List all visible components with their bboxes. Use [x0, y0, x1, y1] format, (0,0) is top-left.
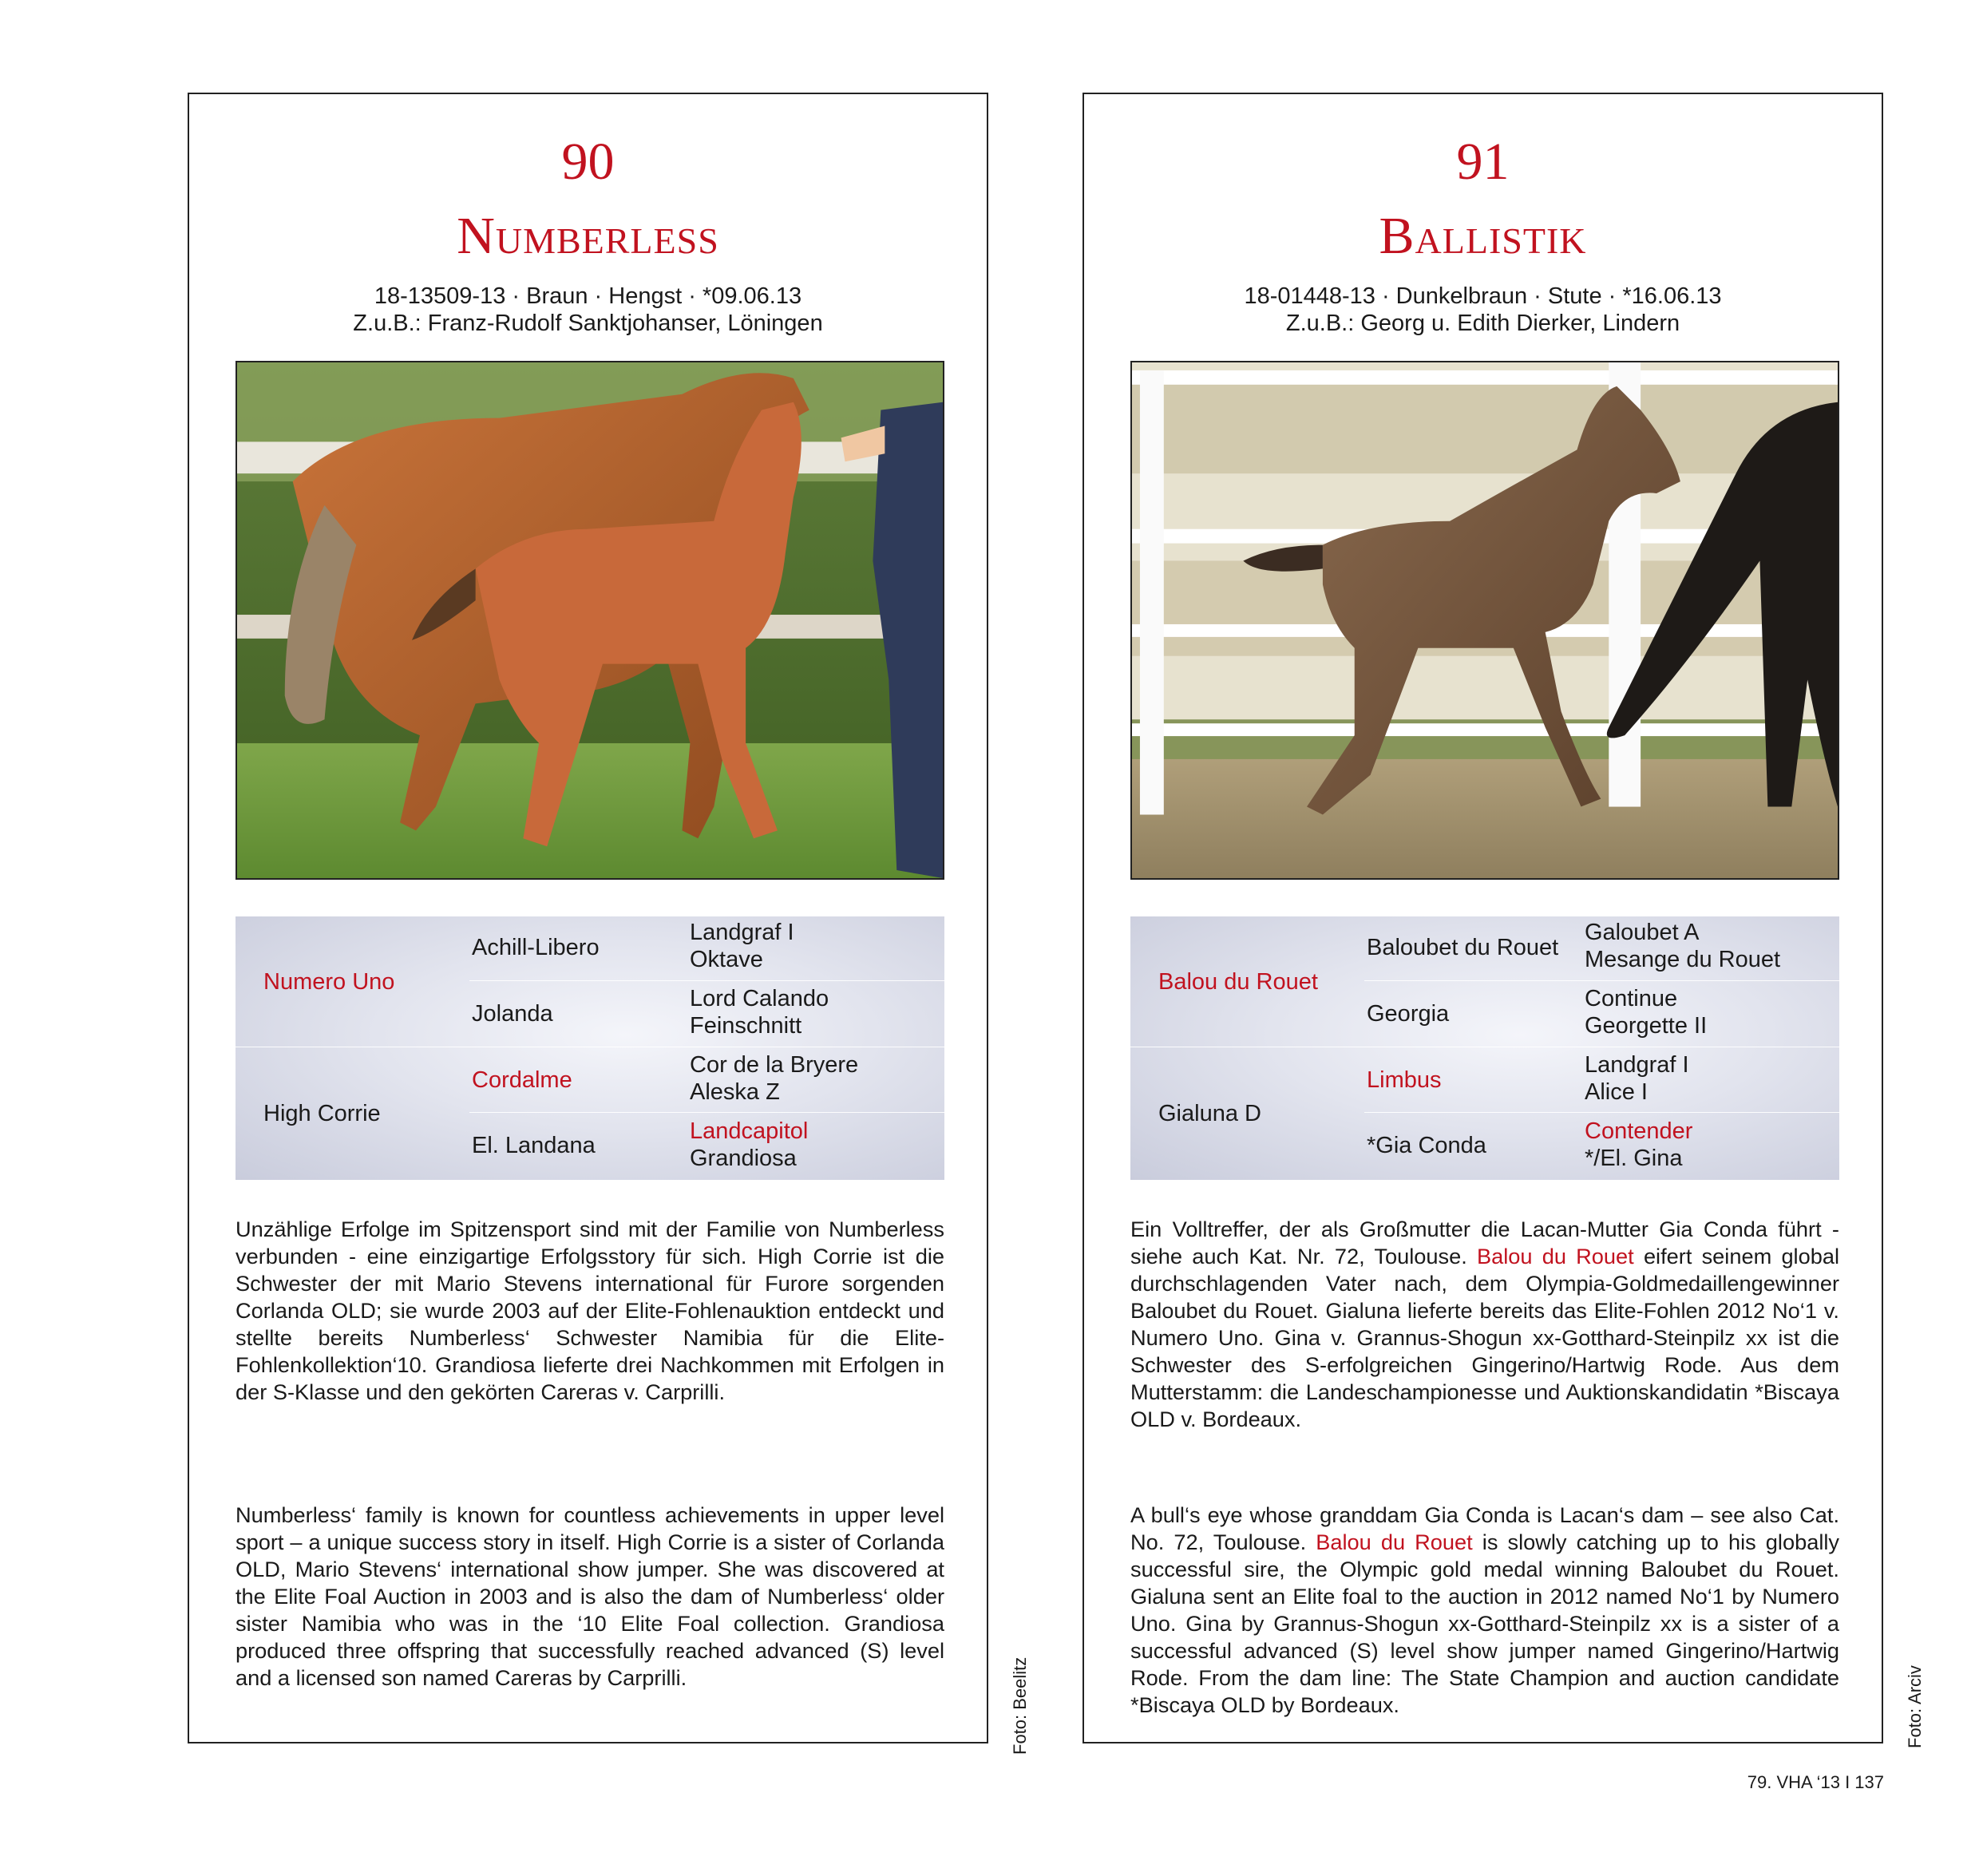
- pedigree-gen3: Continue: [1585, 986, 1678, 1011]
- highlight-name: Balou du Rouet: [1316, 1530, 1473, 1554]
- pedigree-gen3: Feinschnitt: [690, 1013, 802, 1039]
- divider: [469, 1112, 944, 1113]
- text-segment: is slowly catching up to his globally successful sire, the Olympic gold medal winning Baloubet du Rouet. Gialuna sent an Elite foal to the auction in 2012 named No‘1 by Numero Uno. Gina by Grannus-Shogun xx-Gotthard-Steinpilz xx is a sister of a successful advanced (S) level show jumper named Gingerino/Hartwig Rode. From the dam line: The State Champion and auction candidate *Biscaya OLD by Bordeaux.: [1130, 1530, 1839, 1717]
- pedigree-gen3: Alice I: [1585, 1079, 1648, 1105]
- pedigree-dam-dam: *Gia Conda: [1367, 1133, 1486, 1158]
- pedigree-dam-sire: Cordalme: [472, 1067, 572, 1093]
- page-footer: 79. VHA ‘13 I 137: [1747, 1772, 1884, 1792]
- description-german: [1130, 1216, 1839, 1433]
- pedigree-dam-dam: El. Landana: [472, 1133, 596, 1158]
- pedigree-dam-sire: Limbus: [1367, 1067, 1442, 1093]
- pedigree-gen3: Contender: [1585, 1118, 1693, 1144]
- pedigree-dam: High Corrie: [263, 1101, 381, 1126]
- pedigree-gen3: Cor de la Bryere: [690, 1052, 859, 1078]
- description-english: Numberless‘ family is known for countless achievements in upper level sport – a unique success story in itself. High Corrie is a sister of Corlanda OLD, Mario Stevens‘ international show jumper. She was discovered at the Elite Foal Auction in 2003 and is also the dam of Numberless‘ older sister Namibia who was in the ‘10 Elite Foal collection. Grandiosa produced three offspring that successfully reached advanced (S) level and a licensed son named Careras by Carprilli.: [236, 1502, 944, 1690]
- breeder-line: Z.u.B.: Franz-Rudolf Sanktjohanser, Löningen: [353, 311, 823, 336]
- pedigree-dam: Gialuna D: [1158, 1101, 1261, 1126]
- photo-credit: Foto: Beelitz: [1010, 1656, 1030, 1755]
- photo-credit: Foto: Arciv: [1905, 1665, 1925, 1748]
- breeder-line: Z.u.B.: Georg u. Edith Dierker, Lindern: [1285, 311, 1680, 336]
- text-segment: Ein Volltreffer, der als Großmutter die Lacan-Mutter Gia Conda führt - siehe auch Kat. Nr. 72, Toulouse.: [1130, 1217, 1839, 1268]
- pedigree-sire-dam: Georgia: [1367, 1001, 1450, 1027]
- pedigree-sire: Numero Uno: [263, 969, 395, 995]
- mare-and-foal-photo: [237, 362, 943, 878]
- pedigree-gen3: Georgette II: [1585, 1013, 1708, 1039]
- catalog-number: 90: [561, 133, 615, 191]
- pedigree-gen3: Aleska Z: [690, 1079, 780, 1105]
- catalog-card-91: [1083, 93, 1883, 1743]
- divider: [1364, 980, 1839, 981]
- description-german: Unzählige Erfolge im Spitzensport sind mit der Familie von Numberless verbunden - eine einzigartige Erfolgsstory für sich. High Corrie ist die Schwester der mit Mario Stevens international für Furore sorgenden Corlanda OLD; sie wurde 2003 auf der Elite-Fohlenauktion entdeckt und stellte bereits Numberless‘ Schwester Namibia für die Elite-Fohlenkollektion‘10. Grandiosa lieferte drei Nachkommen mit Erfolgen in der S-Klasse und den gekörten Careras v. Carprilli.: [236, 1217, 944, 1404]
- horse-details: 18-13509-13 · Braun · Hengst · *09.06.13: [374, 283, 802, 309]
- pedigree-gen3: Landcapitol: [690, 1118, 809, 1144]
- horse-photo: [236, 361, 944, 880]
- pedigree-gen3: Landgraf I: [690, 920, 794, 945]
- horse-details: 18-01448-13 · Dunkelbraun · Stute · *16.06.13: [1244, 283, 1722, 309]
- pedigree-gen3: Mesange du Rouet: [1585, 947, 1781, 972]
- pedigree-table: [236, 916, 944, 1180]
- horse-photo: [1130, 361, 1839, 880]
- pedigree-sire: Balou du Rouet: [1158, 969, 1318, 995]
- pedigree-sire-sire: Achill-Libero: [472, 935, 600, 960]
- horse-name: Ballistik: [1379, 207, 1587, 265]
- pedigree-gen3: */El. Gina: [1585, 1146, 1683, 1171]
- horse-name: Numberless: [457, 207, 719, 265]
- pedigree-sire-sire: Baloubet du Rouet: [1367, 935, 1559, 960]
- pedigree-table: [1130, 916, 1839, 1180]
- pedigree-gen3: Oktave: [690, 947, 763, 972]
- catalog-card-90: [188, 93, 988, 1743]
- pedigree-gen3: Landgraf I: [1585, 1052, 1689, 1078]
- divider: [1364, 1112, 1839, 1113]
- description-english: [1130, 1502, 1839, 1719]
- pedigree-gen3: Galoubet A: [1585, 920, 1700, 945]
- text-segment: eifert seinem global durchschlagenden Vater nach, dem Olympia-Goldmedaillengewinner Baloubet du Rouet. Gialuna lieferte bereits das Elite-Fohlen 2012 No‘1 v. Numero Uno. Gina v. Grannus-Shogun xx-Gotthard-Steinpilz xx ist die Schwester des S-erfolgreichen Gingerino/Hartwig Rode. Aus dem Mutterstamm: die Landeschampionesse und Auktionskandidatin *Biscaya OLD v. Bordeaux.: [1130, 1244, 1840, 1431]
- text-segment: A bull‘s eye whose granddam Gia Conda is Lacan‘s dam – see also Cat. No. 72, Toulouse.: [1130, 1502, 1839, 1554]
- catalog-number: 91: [1456, 133, 1510, 191]
- pedigree-gen3: Grandiosa: [690, 1146, 797, 1171]
- pedigree-gen3: Lord Calando: [690, 986, 829, 1011]
- pedigree-sire-dam: Jolanda: [472, 1001, 553, 1027]
- foal-trotting-photo: [1132, 362, 1838, 878]
- highlight-name: Balou du Rouet: [1476, 1244, 1634, 1268]
- divider: [469, 980, 944, 981]
